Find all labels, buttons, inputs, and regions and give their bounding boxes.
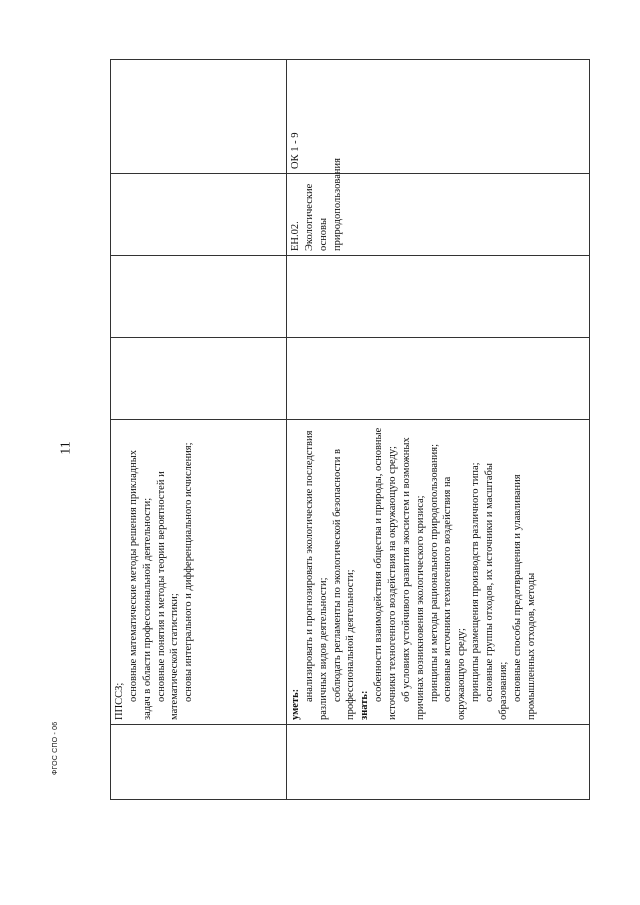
content-line: об условиях устойчивого развития экосистем и возможных причинах возникновения экологического кризиса; bbox=[400, 437, 426, 720]
content-line: основные группы отходов, их источники и масштабы образования; bbox=[484, 463, 509, 720]
page-number: 11 bbox=[58, 441, 74, 455]
cell-hours-3 bbox=[287, 338, 590, 420]
cell-competencies-1 bbox=[111, 60, 287, 174]
cell-index-2 bbox=[287, 725, 590, 800]
content-line: анализировать и прогнозировать экологические последствия различных видов деятельности; bbox=[303, 430, 329, 720]
cell-discipline-1 bbox=[111, 174, 287, 256]
cell-competencies-2: ОК 1 - 9 bbox=[287, 60, 590, 174]
cell-hours-4 bbox=[287, 256, 590, 338]
content-line: основы интегрального и дифференциального исчисления; bbox=[183, 442, 195, 702]
content-label-umet: уметь: bbox=[290, 688, 301, 720]
table-row bbox=[287, 60, 590, 800]
document-footer: ФГОС СПО - 06 bbox=[52, 721, 59, 775]
content-line: основные источники техногенного воздействия на окружающую среду; bbox=[442, 476, 468, 720]
content-label-znat: знать: bbox=[359, 690, 371, 720]
cell-content-1 bbox=[111, 420, 287, 725]
content-line: соблюдать регламенты по экологической безопасности в профессиональной деятельности; bbox=[331, 449, 357, 720]
content-line: основные способы предотвращения и улавливания промышленных отходов, методы bbox=[511, 474, 537, 720]
content-line: особенности взаимодействия общества и природы, основные источники техногенного воздействия на окружающую среду; bbox=[373, 427, 399, 720]
content-line: принципы и методы рационального природопользования; bbox=[428, 443, 440, 702]
content-line: ППССЗ; bbox=[114, 682, 125, 720]
cell-content-2 bbox=[287, 420, 590, 725]
rotated-table-area bbox=[110, 60, 590, 800]
content-line: принципы размещения производств различного типа; bbox=[470, 462, 482, 702]
cell-discipline-2: ЕН.02. Экологические основы природопользования bbox=[287, 174, 590, 256]
table-row bbox=[111, 60, 287, 800]
cell-hours-1 bbox=[111, 338, 287, 420]
cell-index-1 bbox=[111, 725, 287, 800]
cell-hours-2 bbox=[111, 256, 287, 338]
standards-table bbox=[110, 59, 590, 800]
content-line: основные понятия и методы теории вероятностей и математической статистики; bbox=[155, 471, 181, 720]
rotated-table-container bbox=[110, 60, 590, 800]
content-line: основные математические методы решения прикладных задач в области профессиональной деятельности; bbox=[127, 449, 153, 720]
